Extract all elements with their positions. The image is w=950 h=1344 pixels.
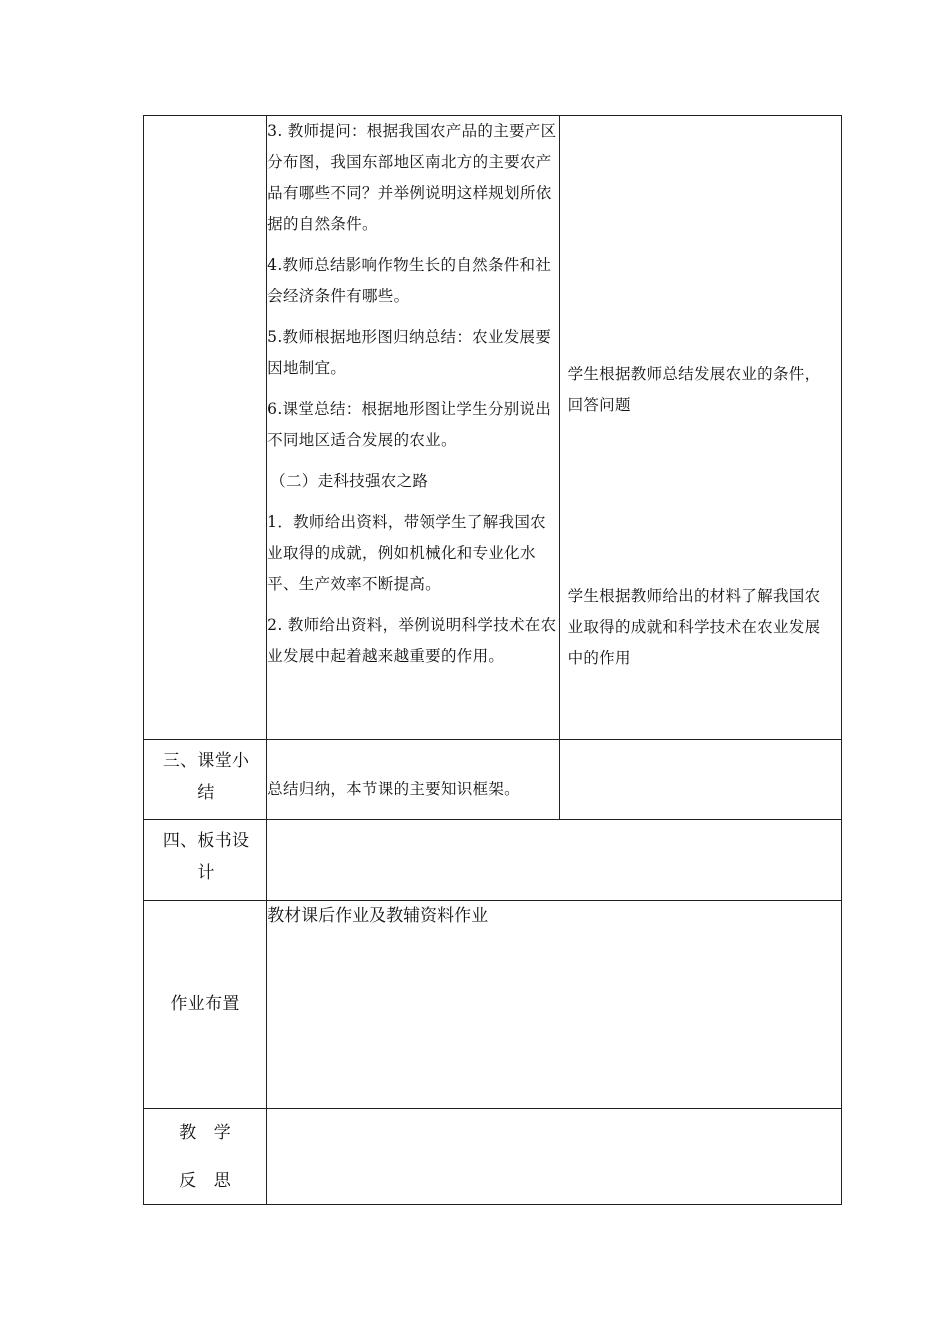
- teacher-step-3: 3. 教师提问：根据我国农产品的主要产区分布图，我国东部地区南北方的主要农产品有哪些不同？并举例说明这样规划所依据的自然条件。: [267, 122, 557, 233]
- student-activity-2: 学生根据教师给出的材料了解我国农业取得的成就和科学技术在农业发展中的作用: [567, 587, 821, 667]
- summary-row: [144, 740, 842, 820]
- reflection-label-cell: [144, 1109, 267, 1205]
- lesson-plan-table: [143, 115, 842, 1205]
- summary-student-cell: [559, 740, 841, 820]
- section-heading-tech: （二）走科技强农之路: [270, 472, 429, 490]
- homework-content: 教材课后作业及教辅资料作业: [267, 906, 489, 926]
- teacher-step-4: 4.教师总结影响作物生长的自然条件和社会经济条件有哪些。: [267, 256, 552, 305]
- student-activity-cell: [559, 116, 841, 740]
- reflection-row: [144, 1109, 842, 1205]
- student-activity-1: 学生根据教师总结发展农业的条件，回答问题: [567, 365, 821, 414]
- homework-content-cell: [267, 901, 842, 1109]
- homework-label-cell: [144, 901, 267, 1109]
- teacher-step-6: 6.课堂总结：根据地形图让学生分别说出不同地区适合发展的农业。: [267, 400, 552, 449]
- teacher-step-tech-1: 1．教师给出资料，带领学生了解我国农业取得的成就，例如机械化和专业化水平、生产效率不断提高。: [267, 513, 546, 593]
- reflection-label-line2: 反 思: [179, 1171, 232, 1191]
- board-label-cell: [144, 820, 267, 901]
- reflection-content-cell: [267, 1109, 842, 1205]
- summary-content: 总结归纳，本节课的主要知识框架。: [267, 780, 520, 798]
- process-label-cell: [144, 116, 267, 740]
- teacher-step-5: 5.教师根据地形图归纳总结：农业发展要因地制宜。: [267, 328, 552, 377]
- summary-label-cell: [144, 740, 267, 820]
- board-content-cell: [267, 820, 842, 901]
- summary-content-cell: [267, 740, 559, 820]
- teacher-activity-cell: [267, 116, 559, 740]
- summary-label: 三、课堂小结: [162, 751, 250, 803]
- board-label: 四、板书设计: [162, 831, 250, 883]
- reflection-label-line1: 教 学: [179, 1123, 232, 1143]
- homework-label: 作业布置: [170, 994, 240, 1014]
- teacher-step-tech-2: 2. 教师给出资料，举例说明科学技术在农业发展中起着越来越重要的作用。: [267, 616, 557, 665]
- board-row: [144, 820, 842, 901]
- homework-row: [144, 901, 842, 1109]
- process-row: [144, 116, 842, 740]
